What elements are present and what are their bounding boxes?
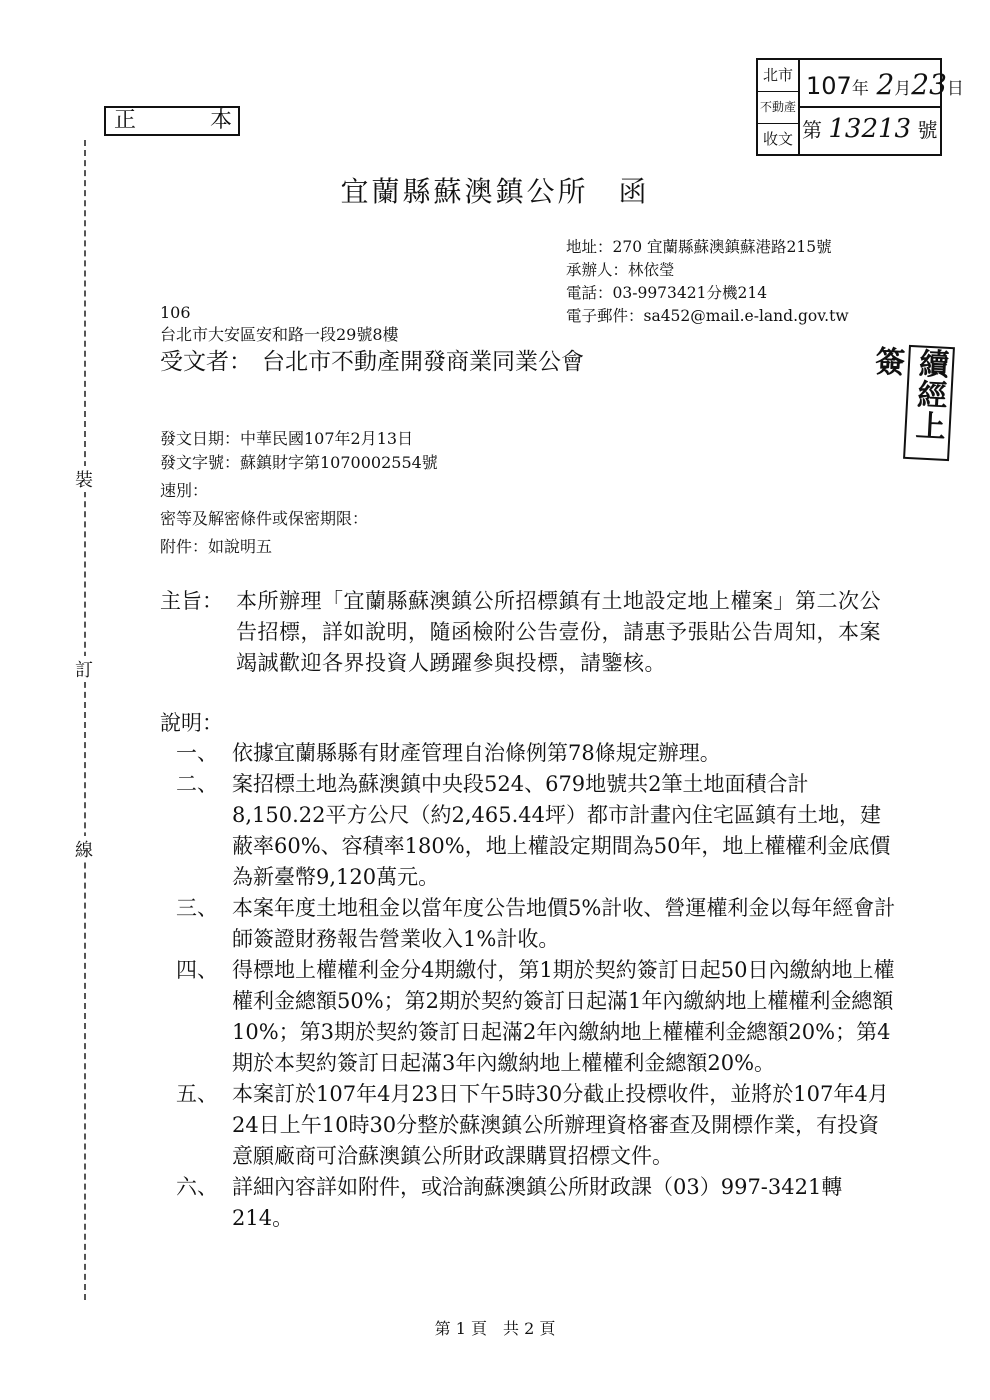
explanation-label: 說明：	[160, 711, 223, 735]
item-text: 本案年度土地租金以當年度公告地價5%計收、營運權利金以每年經會計師簽證財務報告營業收入1%計收。	[232, 896, 896, 951]
binding-mark-xian: 線	[70, 836, 98, 862]
stamp-day-unit: 日	[946, 79, 964, 99]
contact-phone: 電話：03-9973421分機214	[566, 284, 768, 302]
contact-handler: 承辦人：林依瑩	[566, 261, 675, 279]
attachment: 附件：如說明五	[160, 537, 273, 556]
stamp-number-suffix: 號	[917, 118, 938, 142]
stamp-year: 107	[806, 72, 852, 100]
recipient-address: 台北市大安區安和路一段29號8樓	[160, 325, 399, 344]
secrecy-level: 密等及解密條件或保密期限：	[160, 509, 369, 528]
subject-text: 本所辦理「宜蘭縣蘇澳鎮公所招標鎮有土地設定地上權案」第二次公告招標，詳如說明，隨函檢附公告壹份，請惠予張貼公告周知，本案竭誠歡迎各界投資人踴躍參與投標，請鑒核。	[236, 589, 881, 675]
explanation-item	[176, 1172, 896, 1234]
item-number: 一、	[176, 741, 218, 765]
item-text: 本案訂於107年4月23日下午5時30分截止投標收件，並將於107年4月24日上午10時30分整於蘇澳鎮公所辦理資格審查及開標作業，有投資意願廠商可洽蘇澳鎮公所財政課購買招標文件。	[232, 1082, 889, 1168]
item-text: 依據宜蘭縣縣有財產管理自治條例第78條規定辦理。	[232, 741, 721, 765]
stamp-label-city: 北市	[758, 60, 798, 92]
item-number: 六、	[176, 1175, 218, 1199]
item-text: 得標地上權權利金分4期繳付，第1期於契約簽訂日起50日內繳納地上權權利金總額50%；第2期於契約簽訂日起滿1年內繳納地上權權利金總額10%；第3期於契約簽訂日起滿2年內繳納地上權權利金總額20%；第4期於本契約簽訂日起滿3年內繳納地上權權利金總額20%。	[232, 958, 895, 1075]
stamp-month-unit: 月	[894, 79, 912, 99]
explanation-item	[176, 955, 896, 1079]
receipt-stamp	[756, 58, 964, 156]
issue-date: 發文日期：中華民國107年2月13日	[160, 429, 414, 448]
item-number: 三、	[176, 896, 218, 920]
copy-type-box	[104, 106, 240, 136]
title-org: 宜蘭縣蘇澳鎮公所	[340, 175, 589, 208]
side-approval-stamp: 續經上簽	[903, 345, 955, 461]
contact-block	[566, 236, 849, 328]
item-number: 五、	[176, 1082, 218, 1106]
explanation-list	[176, 738, 896, 1234]
stamp-number	[802, 114, 937, 144]
binding-line	[84, 140, 86, 1300]
binding-mark-ding: 訂	[70, 656, 98, 682]
explanation-item	[176, 738, 896, 769]
speed-class: 速別：	[160, 481, 209, 500]
recipient-zip: 106	[160, 303, 191, 322]
copy-type-left: 正	[114, 108, 137, 133]
stamp-day: 23	[911, 68, 947, 101]
receipt-stamp-labels	[758, 60, 800, 154]
stamp-date	[806, 68, 964, 101]
stamp-number-value: 13213	[828, 114, 912, 144]
document-number: 發文字號：蘇鎮財字第1070002554號	[160, 453, 438, 472]
recipient-label: 受文者：	[160, 349, 252, 375]
title-type: 函	[618, 175, 650, 208]
subject-label: 主旨：	[160, 589, 223, 613]
recipient-name: 台北市不動產開發商業同業公會	[262, 349, 584, 375]
copy-type-right: 本	[209, 108, 232, 133]
explanation-item	[176, 893, 896, 955]
item-number: 四、	[176, 958, 218, 982]
explanation-item	[176, 1079, 896, 1172]
item-text: 案招標土地為蘇澳鎮中央段524、679地號共2筆土地面積合計8,150.22平方公尺（約2,465.44坪）都市計畫內住宅區鎮有土地，建蔽率60%、容積率180%，地上權設定期間為50年，地上權權利金底價為新臺幣9,120萬元。	[232, 772, 891, 889]
stamp-label-received: 收文	[762, 130, 793, 148]
item-text: 詳細內容詳如附件，或洽詢蘇澳鎮公所財政課（03）997-3421轉214。	[232, 1175, 843, 1230]
stamp-year-unit: 年	[851, 79, 869, 99]
binding-mark-zhuang: 裝	[70, 466, 98, 492]
explanation-item	[176, 769, 896, 893]
document-title	[0, 170, 990, 210]
stamp-number-prefix: 第	[802, 118, 822, 142]
stamp-label-realestate: 不動產	[758, 92, 798, 124]
contact-address: 地址：270 宜蘭縣蘇澳鎮蘇港路215號	[566, 238, 832, 256]
stamp-month: 2	[876, 68, 895, 101]
contact-email: 電子郵件：sa452@mail.e-land.gov.tw	[566, 307, 849, 325]
page-footer: 第 1 頁 共 2 頁	[434, 1319, 556, 1338]
item-number: 二、	[176, 772, 218, 796]
stamp-divider	[798, 106, 940, 108]
